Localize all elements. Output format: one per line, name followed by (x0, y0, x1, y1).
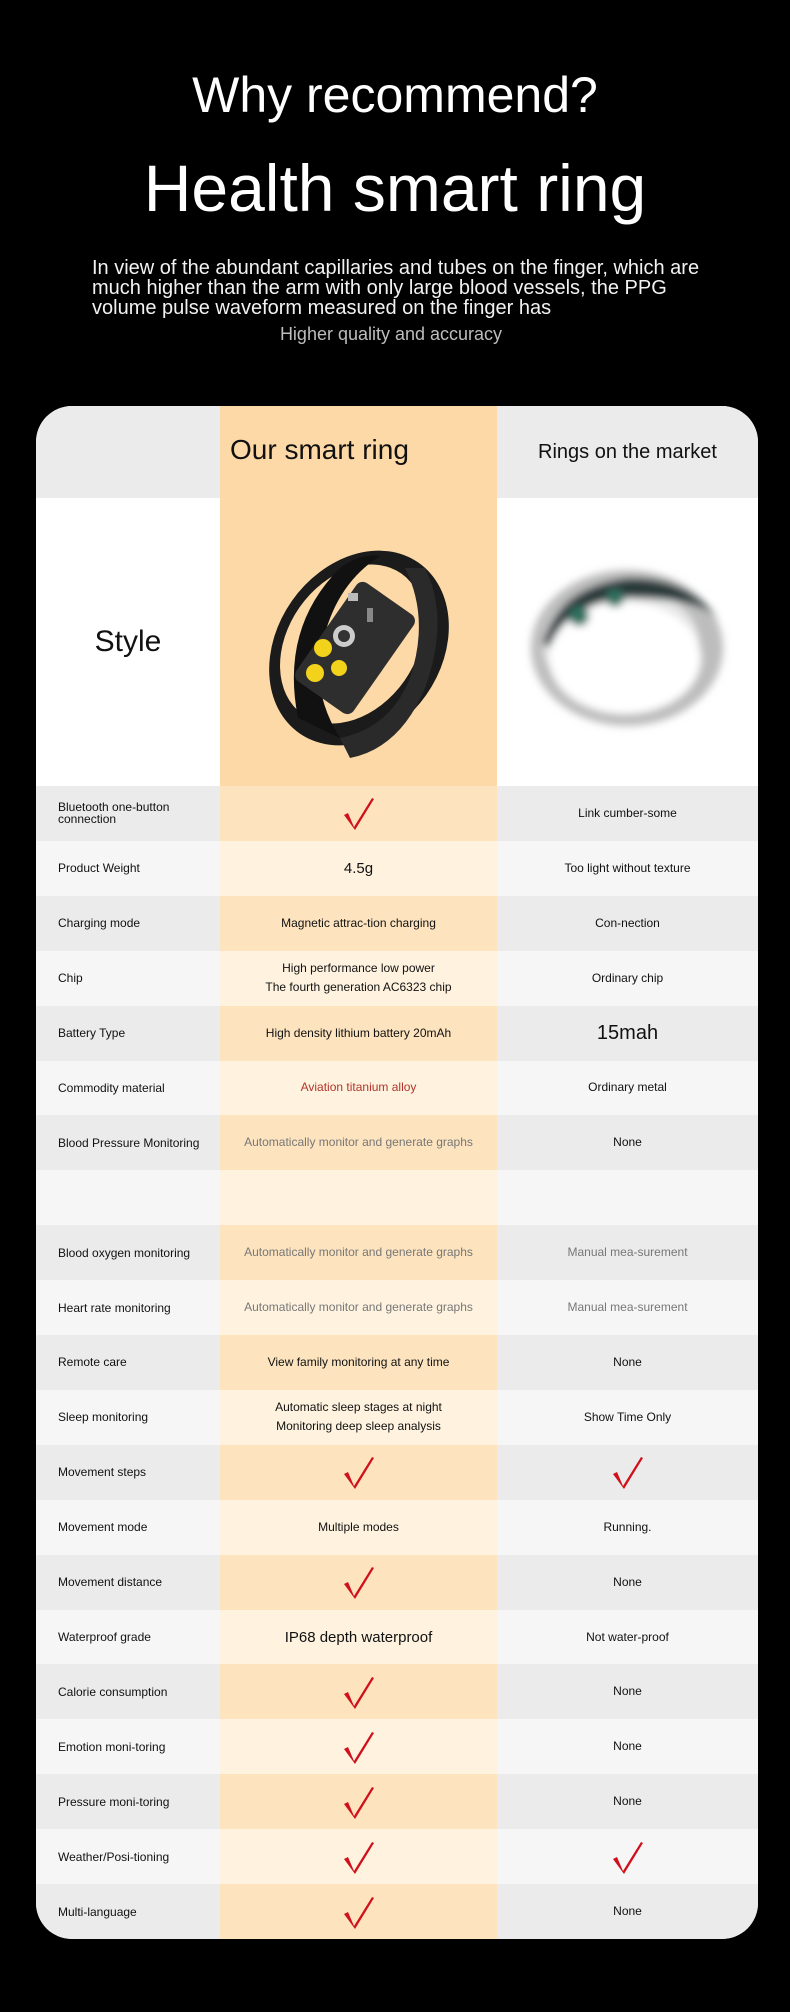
cell-text: Automatically monitor and generate graphs (244, 1135, 473, 1150)
cell-text: Automatically monitor and generate graphs (244, 1245, 473, 1260)
our-ring-value (220, 786, 497, 841)
feature-label: Blood Pressure Monitoring (58, 1135, 200, 1150)
check-icon (342, 1564, 376, 1600)
our-ring-value (220, 1445, 497, 1500)
feature-label: Charging mode (58, 916, 141, 931)
feature-label: Movement mode (58, 1520, 148, 1535)
table-row (36, 1280, 758, 1335)
market-ring-column-header: Rings on the market (538, 440, 717, 463)
cell-text: Show Time Only (583, 1409, 672, 1424)
feature-label: Heart rate monitoring (58, 1300, 171, 1315)
our-ring-value (220, 1115, 497, 1170)
table-row (36, 786, 758, 841)
our-ring-image (220, 498, 497, 786)
table-row (36, 1061, 758, 1116)
our-ring-value (220, 1335, 497, 1390)
table-row (36, 1500, 758, 1555)
table-row (36, 1390, 758, 1445)
cell-text: View family monitoring at any time (267, 1354, 450, 1369)
market-ring-value (497, 1555, 758, 1610)
table-header-row (36, 406, 758, 498)
market-ring-value (497, 1006, 758, 1061)
our-ring-value (220, 1555, 497, 1610)
our-ring-value (220, 1170, 497, 1225)
table-row (36, 1664, 758, 1719)
cell-text: The fourth generation AC6323 chip (265, 980, 452, 995)
our-ring-value (220, 1061, 497, 1116)
our-ring-value (220, 951, 497, 1006)
table-row (36, 1610, 758, 1665)
our-ring-value (220, 1829, 497, 1884)
cell-text: Magnetic attrac-tion charging (281, 915, 436, 930)
our-ring-value (220, 1610, 497, 1665)
our-ring-value (220, 841, 497, 896)
our-ring-value (220, 1280, 497, 1335)
market-ring-value (497, 1884, 758, 1939)
cell-text: Automatically monitor and generate graphs (244, 1300, 473, 1315)
feature-label: Movement steps (58, 1465, 147, 1480)
check-icon (342, 1894, 376, 1930)
market-ring-value (497, 1061, 758, 1116)
table-row (36, 1115, 758, 1170)
cell-text: Running. (603, 1519, 652, 1534)
market-ring-value (497, 1390, 758, 1445)
cell-text: Manual mea-surement (567, 1245, 688, 1260)
market-ring-value (497, 896, 758, 951)
kicker-heading: Why recommend? (192, 67, 598, 123)
market-ring-value (497, 1115, 758, 1170)
market-ring-value (497, 1829, 758, 1884)
feature-label: Waterproof grade (58, 1630, 151, 1644)
feature-label: Blood oxygen monitoring (58, 1245, 191, 1260)
feature-label: Commodity material (58, 1080, 165, 1095)
table-row (36, 1445, 758, 1500)
check-icon (342, 1839, 376, 1875)
feature-label: Chip (58, 971, 83, 986)
cell-text: Manual mea-surement (567, 1300, 688, 1315)
comparison-table (36, 406, 758, 1939)
our-ring-value (220, 1390, 497, 1445)
feature-label: Emotion moni-toring (58, 1739, 166, 1754)
market-ring-value (497, 1280, 758, 1335)
market-ring-value (497, 1664, 758, 1719)
our-ring-value (220, 1006, 497, 1061)
cell-text: Multiple modes (318, 1519, 399, 1534)
our-ring-value (220, 1225, 497, 1280)
cell-text: Monitoring deep sleep analysis (276, 1419, 441, 1434)
our-ring-value (220, 1500, 497, 1555)
our-ring-value (220, 1719, 497, 1774)
table-row (36, 1884, 758, 1939)
market-ring-value (497, 1774, 758, 1829)
style-row (36, 498, 758, 786)
market-ring-value (497, 1225, 758, 1280)
feature-label (36, 1170, 220, 1225)
market-ring-value (497, 1610, 758, 1665)
style-label: Style (94, 625, 162, 658)
cell-text: Aviation titanium alloy (300, 1080, 417, 1095)
market-ring-value (497, 1335, 758, 1390)
feature-label: Product Weight (58, 861, 140, 876)
market-ring-value (497, 1445, 758, 1500)
quality-subtext: Higher quality and accuracy (279, 324, 503, 344)
our-ring-value (220, 1664, 497, 1719)
table-row (36, 1006, 758, 1061)
our-ring-value (220, 1884, 497, 1939)
table-row (36, 1555, 758, 1610)
promo-header (0, 0, 790, 406)
cell-text: None (613, 1739, 642, 1754)
feature-label: Calorie consumption (58, 1684, 168, 1699)
cell-text: None (613, 1354, 642, 1369)
market-ring-value (497, 1170, 758, 1225)
table-row (36, 1719, 758, 1774)
check-icon (342, 1784, 376, 1820)
market-ring-value (497, 1719, 758, 1774)
market-ring-value (497, 951, 758, 1006)
cell-text: Con-nection (595, 915, 660, 930)
page-title: Health smart ring (143, 151, 647, 225)
table-row (36, 1225, 758, 1280)
cell-text: Link cumber-some (578, 805, 677, 820)
check-icon (342, 1729, 376, 1765)
cell-text: Too light without texture (564, 860, 691, 875)
table-row (36, 951, 758, 1006)
feature-label: Pressure moni-toring (58, 1794, 170, 1809)
feature-label: Remote care (58, 1355, 127, 1370)
check-icon (342, 1674, 376, 1710)
table-row (36, 1774, 758, 1829)
our-ring-value (220, 1774, 497, 1829)
check-icon (342, 1454, 376, 1490)
cell-text: High performance low power (282, 961, 435, 976)
feature-label: Weather/Posi-tioning (58, 1849, 170, 1864)
table-row (36, 1335, 758, 1390)
market-ring-value (497, 786, 758, 841)
cell-text: 4.5g (343, 859, 374, 877)
market-ring-value (497, 1500, 758, 1555)
cell-text: 15mah (596, 1021, 659, 1044)
description-text: In view of the abundant capillaries and tubes on the finger, which are much higher than the arm with only large blood vessels, the PPG volume pulse waveform measured on the finger has (92, 257, 700, 319)
feature-label: Multi-language (58, 1904, 137, 1919)
cell-text: None (613, 1904, 642, 1919)
cell-text: None (613, 1684, 642, 1699)
cell-text: Ordinary metal (588, 1080, 667, 1095)
feature-label: Sleep monitoring (58, 1410, 149, 1425)
table-row (36, 1170, 758, 1225)
check-icon (342, 795, 376, 831)
table-row (36, 896, 758, 951)
cell-text: None (613, 1574, 642, 1589)
check-icon (611, 1839, 645, 1875)
cell-text: Ordinary chip (591, 970, 664, 985)
cell-text: Automatic sleep stages at night (275, 1400, 442, 1415)
feature-label: Bluetooth one-button connection (58, 800, 170, 827)
check-icon (611, 1454, 645, 1490)
table-row (36, 1829, 758, 1884)
cell-text: IP68 depth waterproof (284, 1628, 433, 1646)
market-ring-image (497, 498, 758, 786)
table-row (36, 841, 758, 896)
our-ring-value (220, 896, 497, 951)
cell-text: None (613, 1794, 642, 1809)
feature-label: Movement distance (58, 1575, 163, 1590)
cell-text: Not water-proof (586, 1629, 669, 1644)
market-ring-value (497, 841, 758, 896)
cell-text: High density lithium battery 20mAh (265, 1025, 452, 1040)
feature-label: Battery Type (58, 1026, 126, 1041)
cell-text: None (613, 1135, 642, 1150)
our-ring-column-header: Our smart ring (220, 406, 497, 498)
